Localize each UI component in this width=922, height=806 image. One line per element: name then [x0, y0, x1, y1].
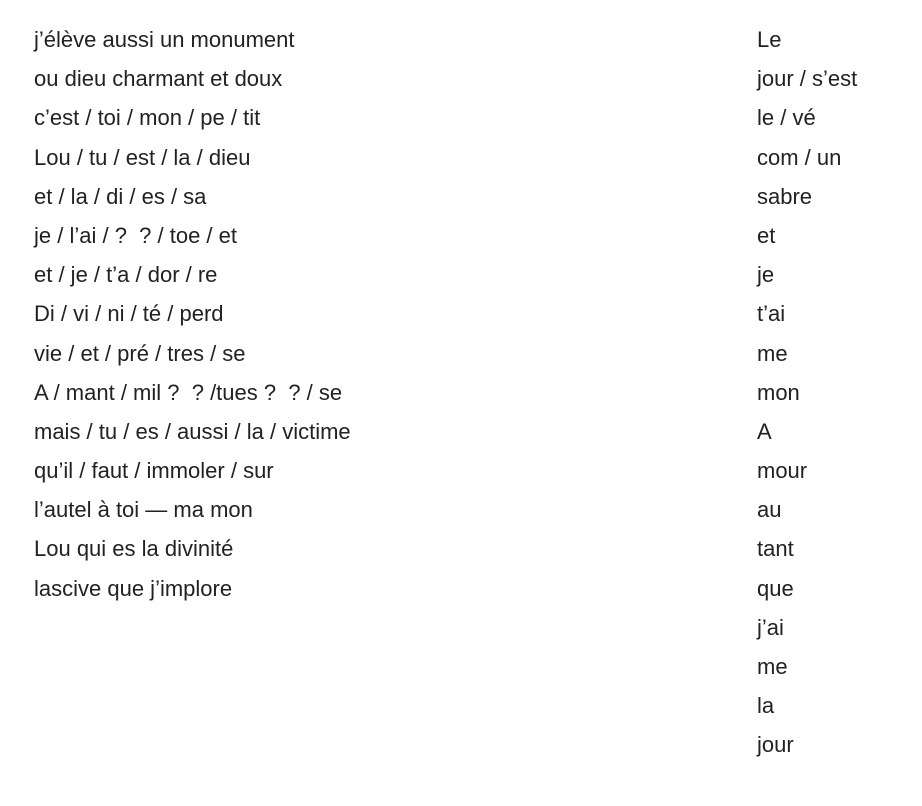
poem-line: Le	[757, 27, 782, 52]
poem-left-column	[34, 24, 674, 612]
poem-line: et	[757, 222, 776, 248]
poem-line: la	[757, 693, 775, 719]
poem-line: qu’il / faut / immoler / sur	[34, 458, 274, 484]
poem-line: com / un	[757, 144, 842, 170]
poem-line: et / la / di / es / sa	[34, 183, 207, 209]
poem-line: t’ai	[757, 301, 786, 327]
poem-line: l’autel à toi — ma mon	[34, 497, 253, 523]
poem-line: A	[757, 418, 772, 444]
poem-line: Di / vi / ni / té / perd	[34, 301, 224, 327]
poem-line: ou dieu charmant et doux	[34, 66, 283, 92]
poem-right-column	[757, 24, 917, 769]
poem-line: lascive que j’implore	[34, 575, 233, 601]
poem-line: j’élève aussi un monument	[34, 27, 295, 52]
poem-line: j’ai	[757, 614, 784, 640]
poem-line: vie / et / pré / tres / se	[34, 340, 246, 366]
poem-line: je / l’ai / ? ? / toe / et	[34, 222, 237, 248]
poem-line: le / vé	[757, 105, 816, 131]
poem-line: jour / s’est	[757, 66, 858, 92]
poem-line: que	[757, 575, 794, 601]
poem-line: Lou / tu / est / la / dieu	[34, 144, 251, 170]
poem-line: tant	[757, 536, 794, 562]
poem-line: me	[757, 340, 788, 366]
poem-line: mais / tu / es / aussi / la / victime	[34, 418, 351, 444]
poem-line: c’est / toi / mon / pe / tit	[34, 105, 261, 131]
poem-line: me	[757, 654, 788, 679]
poem-line: au	[757, 497, 782, 523]
poem-line: Lou qui es la divinité	[34, 536, 234, 562]
poem-line: jour	[757, 732, 794, 758]
poem-line: mour	[757, 458, 808, 484]
poem-line: mon	[757, 379, 800, 405]
poem-line: sabre	[757, 183, 813, 209]
poem-line: A / mant / mil ? ? /tues ? ? / se	[34, 379, 343, 405]
poem-line: et / je / t’a / dor / re	[34, 262, 218, 288]
poem-line: je	[757, 262, 775, 288]
